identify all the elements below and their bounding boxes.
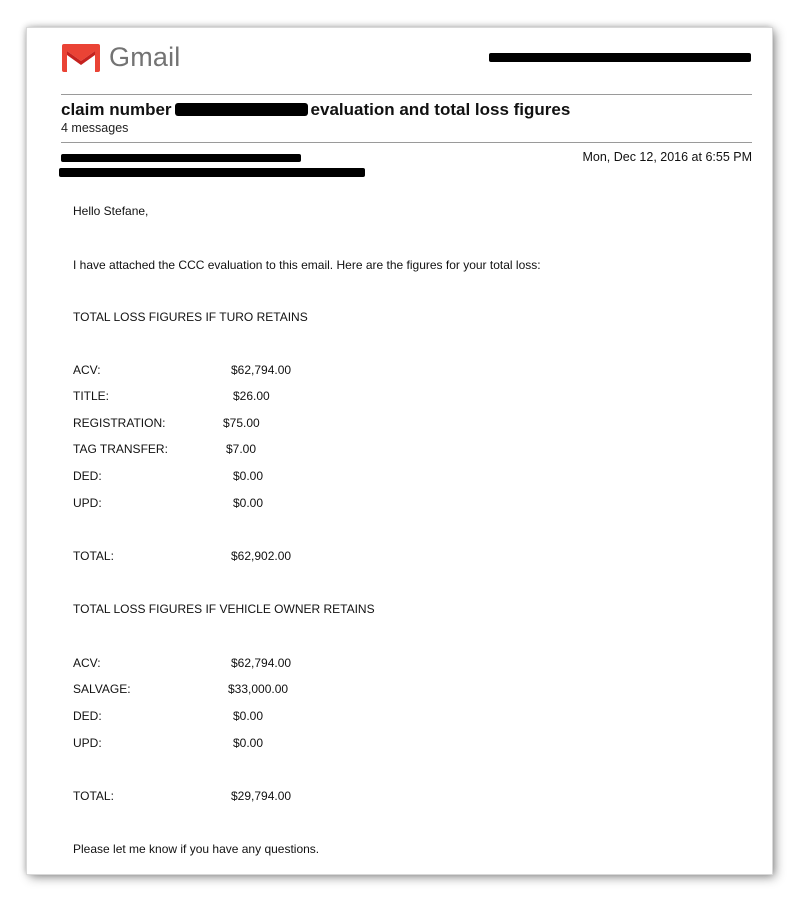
- section1-value: $62,794.00: [231, 363, 292, 377]
- email-date: Mon, Dec 12, 2016 at 6:55 PM: [582, 150, 752, 164]
- message-count: 4 messages: [61, 121, 129, 135]
- section2-label: UPD:: [73, 736, 102, 750]
- section1-value: $0.00: [233, 496, 264, 510]
- section2-total-value: $29,794.00: [231, 789, 292, 803]
- header-divider: [61, 94, 752, 95]
- section1-label: DED:: [73, 469, 102, 483]
- section1-value: $0.00: [233, 469, 264, 483]
- gmail-wordmark: Gmail: [109, 42, 181, 72]
- email-subject: [61, 100, 570, 120]
- section1-value: $26.00: [233, 389, 270, 403]
- section1-value: $7.00: [226, 442, 257, 456]
- section2-value: $0.00: [233, 709, 264, 723]
- email-print-page: [27, 28, 772, 874]
- subject-prefix: claim number: [61, 100, 172, 119]
- section1-label: TAG TRANSFER:: [73, 442, 168, 456]
- section1-label: UPD:: [73, 496, 102, 510]
- section1-label: TITLE:: [73, 389, 110, 403]
- section1-value: $75.00: [223, 416, 260, 430]
- section1-label: ACV:: [73, 363, 101, 377]
- section2-label: SALVAGE:: [73, 682, 131, 696]
- redacted-user-email: [489, 53, 751, 62]
- section2-label: DED:: [73, 709, 102, 723]
- section1-total-label: TOTAL:: [73, 549, 114, 563]
- section1-label: REGISTRATION:: [73, 416, 166, 430]
- intro-text: I have attached the CCC evaluation to this email. Here are the figures for your total loss:: [73, 258, 541, 272]
- section2-heading: TOTAL LOSS FIGURES IF VEHICLE OWNER RETAINS: [73, 602, 375, 616]
- section2-label: ACV:: [73, 656, 101, 670]
- section2-value: $33,000.00: [228, 682, 289, 696]
- subject-divider: [61, 142, 752, 143]
- section2-total-label: TOTAL:: [73, 789, 114, 803]
- section2-value: $0.00: [233, 736, 264, 750]
- section1-heading: TOTAL LOSS FIGURES IF TURO RETAINS: [73, 310, 308, 324]
- gmail-m-logo-icon: [61, 42, 101, 74]
- closing-text: Please let me know if you have any questions.: [73, 842, 320, 856]
- subject-suffix: evaluation and total loss figures: [310, 100, 571, 119]
- redacted-sender-name: [61, 154, 301, 162]
- greeting-text: Hello Stefane,: [73, 204, 149, 218]
- redacted-recipient: [59, 168, 365, 177]
- section1-total-value: $62,902.00: [231, 549, 292, 563]
- section2-value: $62,794.00: [231, 656, 292, 670]
- redacted-claim-number: [175, 103, 308, 116]
